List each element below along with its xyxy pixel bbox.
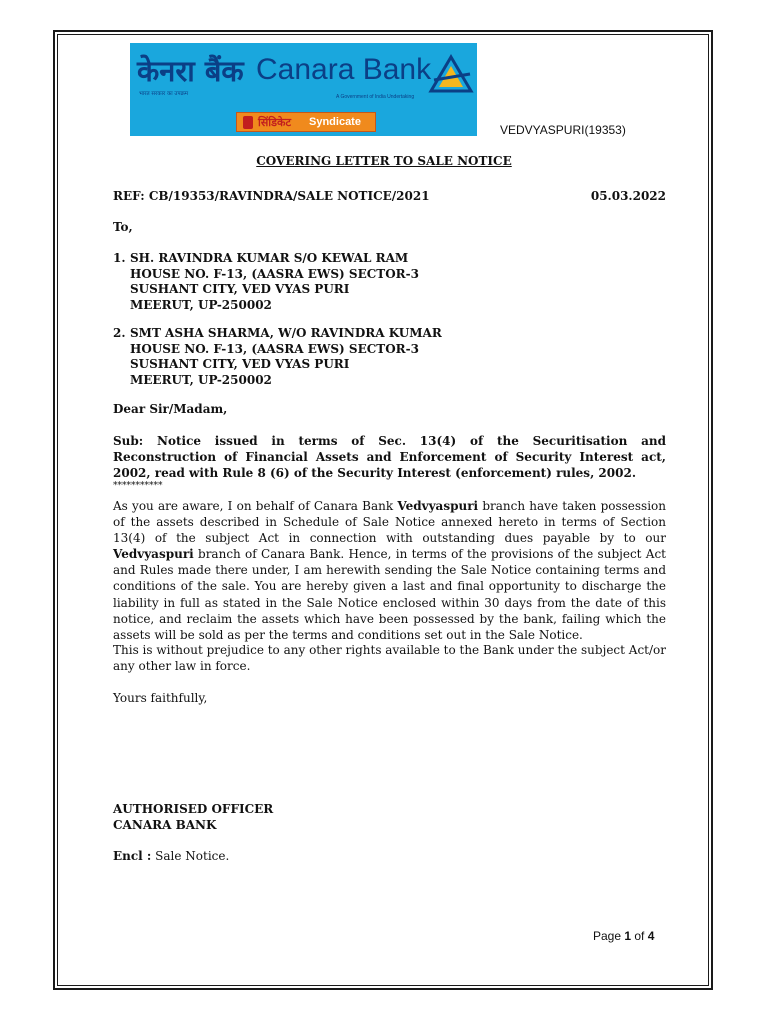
canara-triangle-icon <box>428 54 474 94</box>
logo-hindi-name: केनरा बैंक <box>137 54 244 88</box>
enclosure <box>113 849 229 863</box>
logo-english-tagline: A Government of India Undertaking <box>336 94 415 100</box>
signatory-block <box>113 801 273 833</box>
separator-stars: *********** <box>113 481 163 491</box>
enclosure-text: Sale Notice. <box>151 849 230 863</box>
addressee-address-line: SUSHANT CITY, VED VYAS PURI <box>130 282 350 297</box>
salutation: Dear Sir/Madam, <box>113 402 228 416</box>
addressee-address-line: MEERUT, UP-250002 <box>130 298 272 313</box>
to-label: To, <box>113 220 133 234</box>
signatory-organization: CANARA BANK <box>113 818 217 832</box>
enclosure-label: Encl : <box>113 849 152 863</box>
reference-number: REF: CB/19353/RAVINDRA/SALE NOTICE/2021 <box>113 189 430 203</box>
paragraph-text: branch have taken possession of the assets described in Schedule of Sale Notice annexed hereto in terms of Section 13(4) of the subject Act in connection with outstanding dues payable by to our <box>113 499 666 546</box>
addressee-number: 1. <box>113 251 126 265</box>
page-separator: of <box>631 929 648 943</box>
syndicate-hindi-name: सिंडिकेट <box>258 116 292 129</box>
syndicate-mark-icon <box>243 116 253 129</box>
logo-hindi-tagline: भारत सरकार का उपक्रम <box>139 91 189 97</box>
paragraph-text: As you are aware, I on behalf of Canara Bank <box>113 499 398 513</box>
page-prefix: Page <box>593 929 625 943</box>
syndicate-badge <box>236 112 376 132</box>
body-paragraph-1 <box>113 498 666 643</box>
addressee-number: 2. <box>113 326 126 340</box>
page-total: 4 <box>647 929 655 943</box>
subject-line: Sub: Notice issued in terms of Sec. 13(4) of the Securitisation and Reconstruction of Financial Assets and Enforcement of Security Interest act, 2002, read with Rule 8 (6) of the Security Interest (enforcement) rules, 2002. <box>113 434 666 480</box>
letter-heading: COVERING LETTER TO SALE NOTICE <box>256 154 512 168</box>
logo-english-name: Canara Bank <box>256 53 432 86</box>
signatory-title: AUTHORISED OFFICER <box>113 802 274 816</box>
branch-code: VEDVYASPURI(19353) <box>500 123 626 137</box>
addressee-address-line: HOUSE NO. F-13, (AASRA EWS) SECTOR-3 <box>130 341 419 356</box>
addressee-1 <box>113 251 419 314</box>
paragraph-text: branch of Canara Bank. Hence, in terms of the provisions of the subject Act and Rules made there under, I am herewith sending the Sale Notice containing terms and conditions of the sale. You are hereby given a last and final opportunity to discharge the liability in full as stated in the Sale Notice enclosed within 30 days from the date of this notice, and reclaim the assets which have been possessed by the bank, failing which the assets will be sold as per the terms and conditions set out in the Sale Notice. <box>113 547 666 642</box>
addressee-2 <box>113 326 442 389</box>
addressee-name: SH. RAVINDRA KUMAR S/O KEWAL RAM <box>130 251 409 265</box>
syndicate-english-name: Syndicate <box>309 116 361 128</box>
page-current: 1 <box>624 929 632 943</box>
addressee-address-line: MEERUT, UP-250002 <box>130 373 272 388</box>
body-paragraph-2: This is without prejudice to any other rights available to the Bank under the subject Act/or any other law in force. <box>113 643 666 674</box>
closing: Yours faithfully, <box>113 691 208 705</box>
letter-date: 05.03.2022 <box>590 189 666 203</box>
branch-name: Vedvyaspuri <box>397 499 479 513</box>
branch-name: Vedvyaspuri <box>113 547 194 562</box>
page-number <box>593 929 654 943</box>
addressee-address-line: HOUSE NO. F-13, (AASRA EWS) SECTOR-3 <box>130 266 419 281</box>
addressee-address-line: SUSHANT CITY, VED VYAS PURI <box>130 357 350 372</box>
canara-bank-logo <box>130 43 477 136</box>
addressee-name: SMT ASHA SHARMA, W/O RAVINDRA KUMAR <box>130 326 442 340</box>
